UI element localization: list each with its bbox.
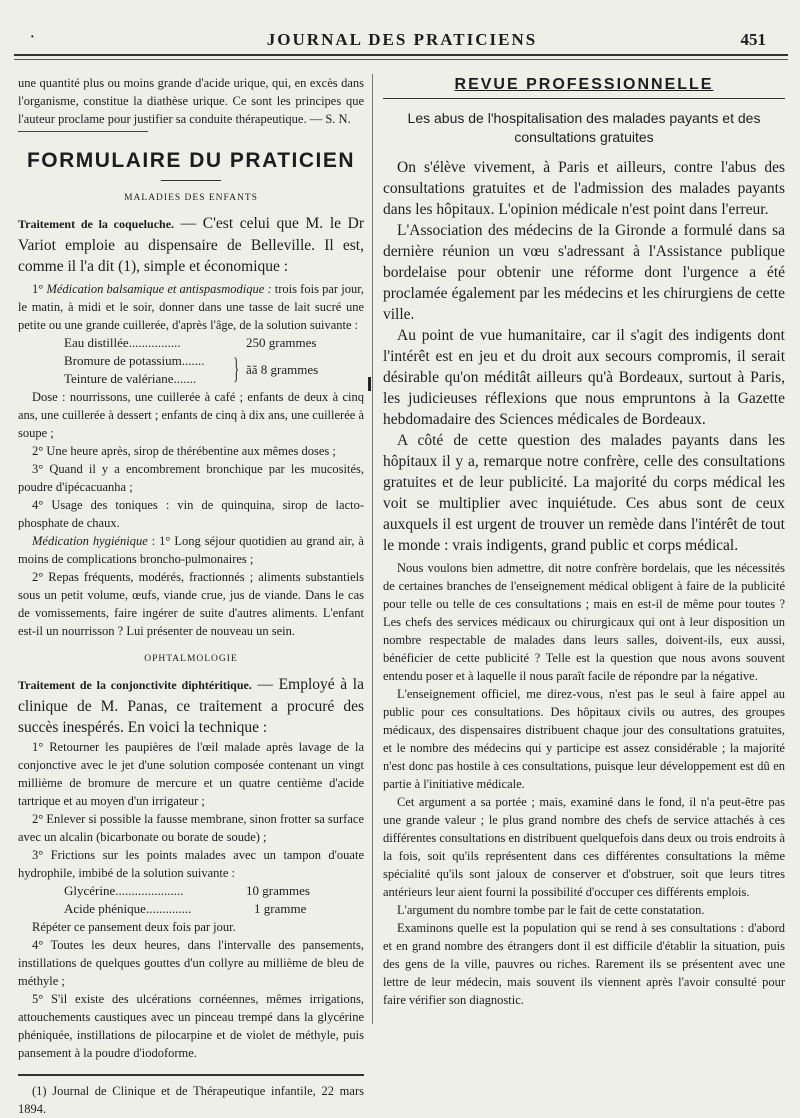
journal-title: JOURNAL DES PRATICIENS	[266, 30, 538, 49]
coqueluche-intro-text: — C'est celui que M. le Dr Variot emploie au dispensaire de Belleville. Il est, comme il l'a dit (1), simple et économique :	[18, 215, 364, 275]
article-paragraph: A côté de cette question des malades payants dans les hôpitaux il y a, remarque notre confrère, celle des consultations gratuites et de leur publicité. La majorité du corps médical les voit se multiplier avec inquiétude. Ces abus sont de ceux auxquels il est urgent de trouver un remède dans l'intérêt de tout le monde : vrais indigents, grand public et corps médical.	[383, 432, 785, 554]
article-paragraph: Cet argument a sa portée ; mais, examiné dans le fond, il n'a peut-être pas une grande valeur ; le plus grand nombre des chefs de service attachés à ces différentes consultations en distribuent quelquefois dans deux ou trois endroits à la fois, soit qu'ils représentent dans ces différentes consultations la même spécialité qu'ils sont jaloux de conserver et d'obstruer, soit que leurs titres antérieurs leur aient fourni la possibilité d'occuper ces différents emplois.	[383, 795, 785, 899]
ingredient-name: Eau distillée................	[64, 335, 181, 350]
brace-icon: }	[233, 352, 240, 385]
item-3: 3° Quand il y a encombrement bronchique par les mucosités, poudre d'ipécacuanha ;	[18, 462, 364, 494]
recipe-line	[64, 882, 364, 900]
ingredient-qty: 1 gramme	[254, 901, 307, 916]
conjonctivite-intro	[18, 674, 364, 738]
header-dot: ·	[30, 30, 37, 45]
conj-item-3: 3° Frictions sur les points malades avec un tampon d'ouate hydrophile, imbibé de la solution suivante :	[18, 848, 364, 880]
medication-balsamique: 1° Médication balsamique et antispasmodique : trois fois par jour, le matin, à midi et le soir, donner dans une tasse de lait sucré une petite ou une grande cuillerée, d'après l'âge, de la solution suivante :	[18, 282, 364, 332]
formulaire-title: FORMULAIRE DU PRATICIEN	[26, 149, 356, 172]
conj-item-4: 4° Toutes les deux heures, dans l'intervalle des pansements, instillations de quelques gouttes d'un collyre au millième de bleu de méthyle ;	[18, 938, 364, 988]
ingredient-name: Bromure de potassium.......	[64, 353, 205, 368]
page-number: 451	[740, 30, 766, 49]
article-paragraph: L'enseignement officiel, me direz-vous, n'est pas le seul à faire appel au public pour ces consultations. Des hôpitaux civils ou autres, des groupes médicaux, des dispensaires distribuent chaque jour des consultations gratuites, et le nombre des médecins qui y participe est assez considérable ; la majorité n'est donc pas hostile à ces consultations, puisque leur développement est dû en partie à l'initiative médicale.	[383, 687, 785, 791]
ingredient-name: Acide phénique..............	[64, 901, 192, 916]
footnote-rule	[18, 1074, 364, 1076]
article-paragraph: Au point de vue humanitaire, car il s'agit des indigents dont l'intérêt est en jeu et du droit aux secours compromis, il serait désirable qu'on méditât ailleurs qu'à Bordeaux, surtout à Paris, les judicieuses réflexions que nous empruntons à la Gazette hebdomadaire des Sciences médicales de Bordeaux.	[383, 327, 785, 428]
ingredient-name: Teinture de valériane.......	[64, 371, 197, 386]
conj-item-2: 2° Enlever si possible la fausse membrane, sinon frotter sa surface avec un alcalin (bicarbonate ou borate de soude) ;	[18, 812, 364, 844]
footnote: (1) Journal de Clinique et de Thérapeutique infantile, 22 mars 1894.	[18, 1084, 364, 1116]
article-paragraph: On s'élève vivement, à Paris et ailleurs, contre l'abus des consultations gratuites et de l'admission des malades payants dans les hôpitaux. L'opinion médicale n'est point dans l'erreur.	[383, 159, 785, 218]
recipe-line	[64, 900, 364, 918]
recipe-conjonctivite	[64, 882, 364, 918]
recipe-coqueluche	[64, 334, 364, 388]
med-balsamique-label: Médication balsamique et antispasmodique :	[46, 282, 272, 296]
column-divider	[372, 74, 373, 1024]
article-title: Les abus de l'hospitalisation des malades payants et des consultations gratuites	[407, 110, 761, 145]
coqueluche-intro	[18, 213, 364, 277]
item-4: 4° Usage des toniques : vin de quinquina, sirop de lacto-phosphate de chaux.	[18, 498, 364, 530]
header-rule	[14, 54, 788, 56]
med-hygienique-text: : 1° Long séjour quotidien au grand air, à moins de complications broncho-pulmonaires ;	[18, 534, 364, 566]
dose-paragraph: Dose : nourrissons, une cuillerée à café ; enfants de deux à cinq ans, une cuillerée à dessert ; enfants de cinq à dix ans, une cuillerée à soupe ;	[18, 390, 364, 440]
medication-hygienique	[18, 532, 364, 568]
ingredient-qty: 10 grammes	[246, 883, 310, 898]
recipe-line	[64, 334, 364, 352]
title-rule	[161, 180, 221, 181]
left-column	[18, 74, 364, 1118]
rubric-ophtalmologie: OPHTALMOLOGIE	[144, 654, 238, 664]
recipe-brace-group	[64, 352, 364, 388]
conjonctivite-intro-text: — Employé à la clinique de M. Panas, ce traitement a procuré des succès inespérés. En voici la technique :	[18, 676, 364, 736]
hygiene-item-2: 2° Repas fréquents, modérés, fractionnés ; aliments substantiels sous un petit volume, œufs, viande crue, jus de viande. Dans le cas de vomissements, faire ingérer de suite d'autres aliments. L'enfant est-il un nourrisson ? Lui présenter de nouveau un sein.	[18, 570, 364, 638]
article-paragraph: Nous voulons bien admettre, dit notre confrère bordelais, que les nécessités de certaines branches de l'enseignement médical obligent à faire de la publicité pour telle ou telle de ces consultations ; mais en est-il de même pour toutes ? Les chefs des services médicaux ou chirurgicaux qui ont à leur disposition un nombre respectable de malades dans leurs salles, doivent-ils, eux aussi, bénéficier de cette publicité ? Telle est la question que nous avons souvent entendu poser et à laquelle il nous paraît facile de répondre par la négative.	[383, 561, 785, 683]
continuation-paragraph: une quantité plus ou moins grande d'acide urique, qui, en excès dans l'organisme, constitue la diathèse urique. Ce sont les principes que l'auteur proclame pour justifier sa conduite thérapeutique. — S. N.	[18, 76, 364, 126]
article-paragraph: Examinons quelle est la population qui se rend à ses consultations : d'abord et en grand nombre des étrangers dont il est difficile d'établir la situation, puis des gens de la ville, pauvres ou riches. Rarement ils se présentent avec une lettre de leur médecin, mais souvent ils viennent après l'avoir consulté pour faire vérifier son diagnostic.	[383, 921, 785, 1007]
repeat-paragraph: Répéter ce pansement deux fois par jour.	[32, 920, 236, 934]
med-hygienique-label: Médication hygiénique	[32, 534, 148, 548]
ingredient-qty: 250 grammes	[246, 335, 317, 350]
revue-rule	[383, 98, 785, 99]
ingredient-qty: ãã 8 grammes	[246, 362, 319, 377]
ingredient-name: Glycérine.....................	[64, 883, 184, 898]
header-rule-thin	[14, 59, 788, 60]
right-column	[383, 74, 785, 1009]
article-end-rule	[18, 131, 148, 132]
conj-item-5: 5° S'il existe des ulcérations cornéennes, mêmes irrigations, attouchements caustiques avec un pinceau trempé dans la glycérine phéniquée, instillations de pilocarpine et de violet de méthyle, puis pansement à la poudre d'iodoforme.	[18, 992, 364, 1060]
conjonctivite-title: Traitement de la conjonctivite diphtéritique.	[18, 678, 252, 692]
revue-title: REVUE PROFESSIONNELLE	[454, 76, 714, 93]
article-paragraph: L'Association des médecins de la Gironde a formulé dans sa dernière réunion un vœu s'adressant à l'Assistance publique bordelaise pour obtenir une réforme dont l'urgence a été proclamée également par les médecins et les chirurgiens de cette ville.	[383, 222, 785, 323]
rubric-children: MALADIES DES ENFANTS	[124, 193, 258, 203]
coqueluche-title: Traitement de la coqueluche.	[18, 217, 175, 231]
article-paragraph: L'argument du nombre tombe par le fait de cette constatation.	[397, 903, 705, 917]
margin-mark	[368, 377, 371, 391]
item-2: 2° Une heure après, sirop de thérébentine aux mêmes doses ;	[32, 444, 336, 458]
running-head	[18, 26, 786, 50]
med-balsamique-text: trois fois par jour, le matin, à midi et le soir, donner dans une tasse de lait sucré une petite ou une grande cuillerée, d'après l'âge, de la solution suivante :	[18, 282, 364, 332]
conj-item-1: 1° Retourner les paupières de l'œil malade après lavage de la conjonctive avec le jet d'une solution composée contenant un vingt millième de bromure de mercure et un quatre centième d'acide tartrique et au moyen d'un irrigateur ;	[18, 740, 364, 808]
